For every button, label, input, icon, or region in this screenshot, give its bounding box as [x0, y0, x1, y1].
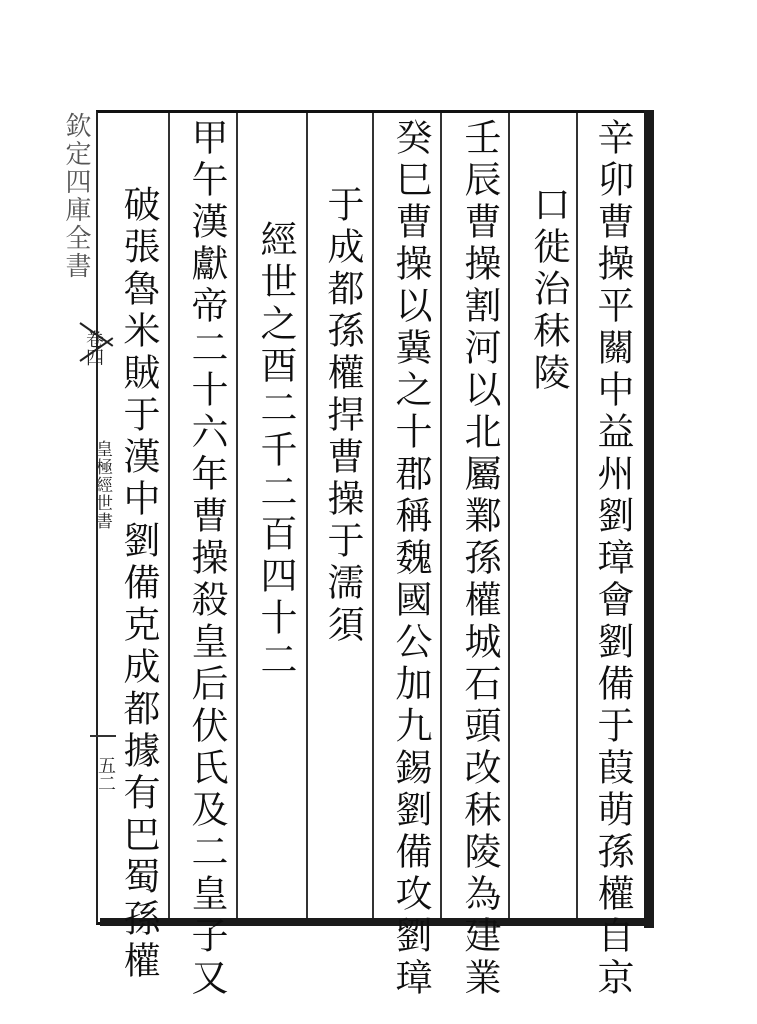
book-title: 皇極經世書 — [92, 440, 112, 530]
page-number: 五二 — [95, 756, 116, 792]
column-rule — [440, 113, 442, 918]
text-column-3: 壬辰曹操割河以北屬鄴孫權城石頭改秣陵為建業 — [458, 118, 501, 1000]
page-number-rule — [90, 735, 116, 737]
right-border-line — [644, 110, 654, 928]
text-column-8: 破張魯米賊于漢中劉備克成都據有巴蜀孫權 — [117, 185, 160, 983]
column-rule — [306, 113, 308, 918]
text-column-5: 于成都孫權捍曹操于濡須 — [321, 185, 364, 647]
text-column-1: 辛卯曹操平關中益州劉璋會劉備于葭萌孫權自京 — [591, 118, 634, 1000]
text-column-7: 甲午漢獻帝二十六年曹操殺皇后伏氏及二皇子又 — [185, 118, 228, 1000]
column-rule — [576, 113, 578, 918]
volume-label: 卷四 — [83, 330, 104, 366]
column-rule — [508, 113, 510, 918]
collection-title: 欽定四庫全書 — [61, 112, 91, 280]
text-column-4: 癸巳曹操以冀之十郡稱魏國公加九錫劉備攻劉璋 — [389, 118, 432, 1000]
text-column-6: 經世之酉二千二百四十二 — [254, 220, 297, 682]
column-rule — [168, 113, 170, 918]
text-column-2: 口徙治秣陵 — [527, 185, 570, 395]
column-rule — [372, 113, 374, 918]
column-rule — [236, 113, 238, 918]
